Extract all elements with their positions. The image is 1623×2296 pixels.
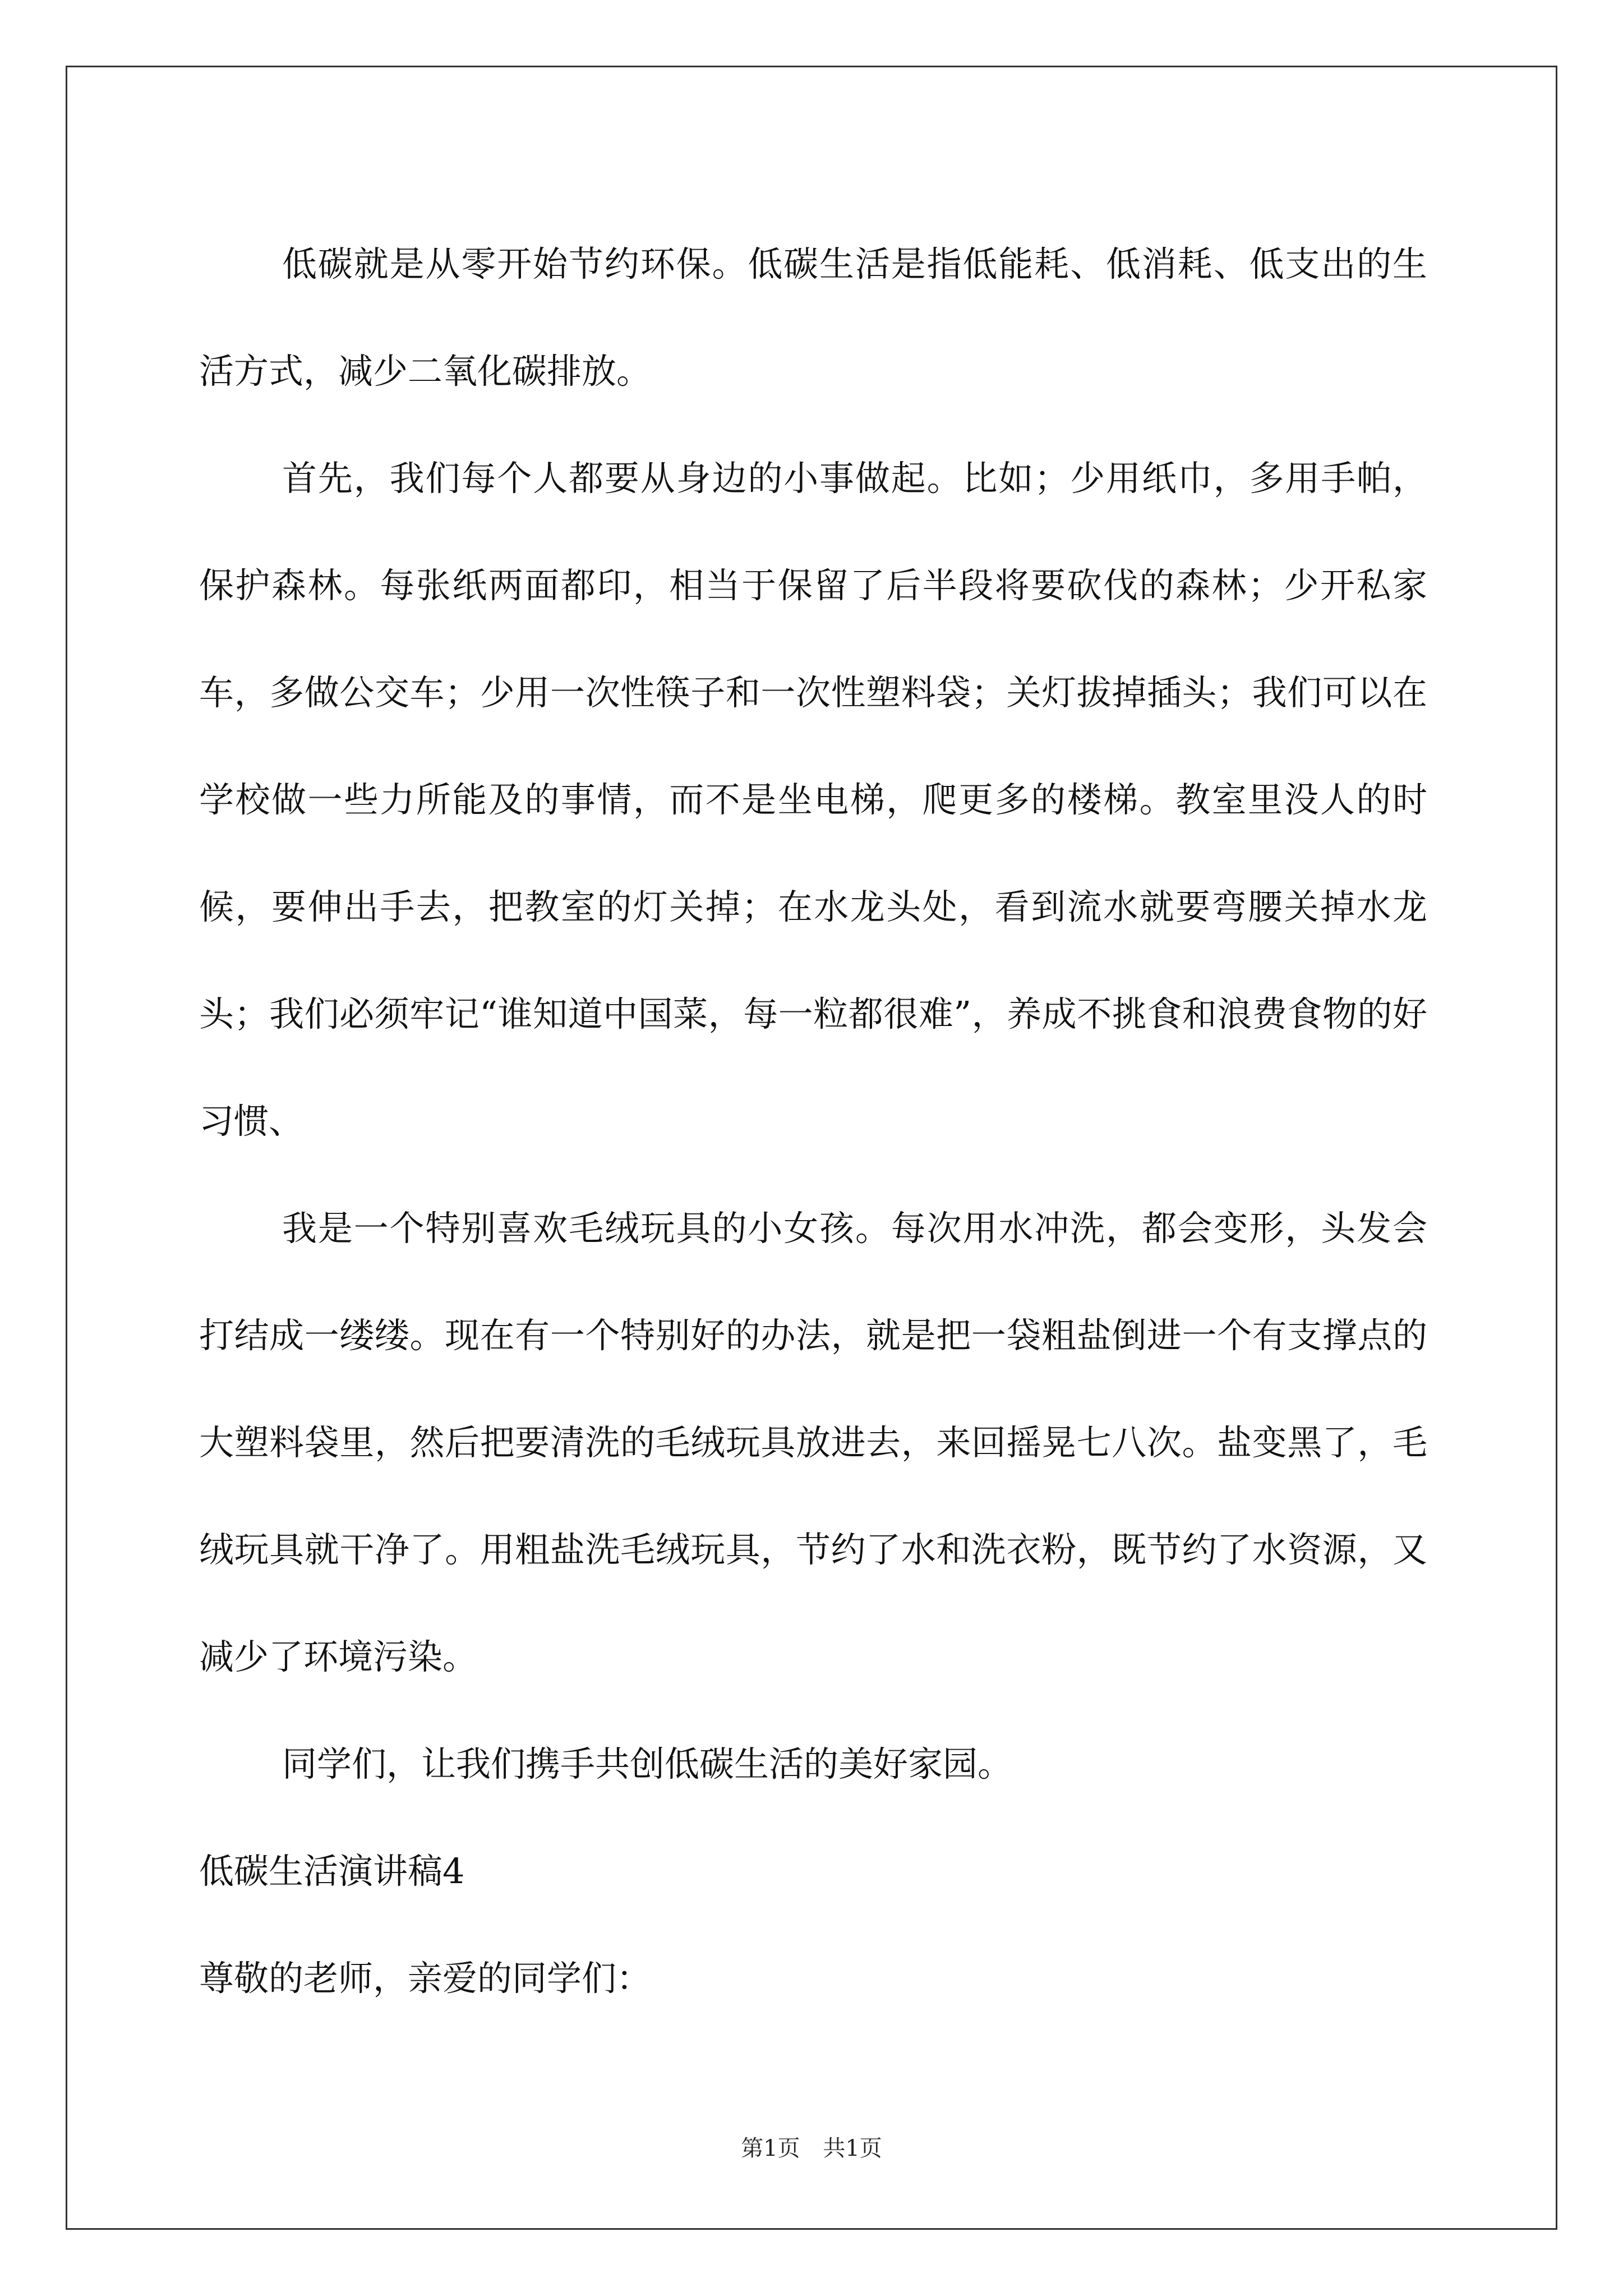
- page-total: 共1页: [823, 2136, 882, 2161]
- salutation: 尊敬的老师，亲爱的同学们：: [199, 1958, 652, 1999]
- paragraph-plush-toys: 我是一个特别喜欢毛绒玩具的小女孩。每次用水冲洗，都会变形，头发会打结成一缕缕。现在有一个特别好的办法，就是把一袋粗盐倒进一个有支撑点的大塑料袋里，然后把要清洗的毛绒玩具放进去，来回摇晃七八次。盐变黑了，毛绒玩具就干净了。用粗盐洗毛绒玩具，节约了水和洗衣粉，既节约了水资源，又减少了环境污染。: [199, 1208, 1427, 1677]
- paragraph-intro: 低碳就是从零开始节约环保。低碳生活是指低能耗、低消耗、低支出的生活方式，减少二氧化碳排放。: [199, 243, 1427, 392]
- page-footer: [0, 2132, 1623, 2165]
- page-number: 第1页: [741, 2136, 800, 2161]
- section-title: 低碳生活演讲稿4: [199, 1851, 465, 1892]
- paragraph-actions: 首先，我们每个人都要从身边的小事做起。比如；少用纸巾，多用手帕，保护森林。每张纸两面都印，相当于保留了后半段将要砍伐的森林；少开私家车，多做公交车；少用一次性筷子和一次性塑料袋；关灯拔掉插头；我们可以在学校做一些力所能及的事情，而不是坐电梯，爬更多的楼梯。教室里没人的时候，要伸出手去，把教室的灯关掉；在水龙头处，看到流水就要弯腰关掉水龙头；我们必须牢记“谁知道中国菜，每一粒都很难”，养成不挑食和浪费食物的好习惯、: [199, 458, 1427, 1142]
- paragraph-closing: 同学们，让我们携手共创低碳生活的美好家园。: [282, 1743, 1013, 1784]
- document-body: [199, 210, 1427, 2032]
